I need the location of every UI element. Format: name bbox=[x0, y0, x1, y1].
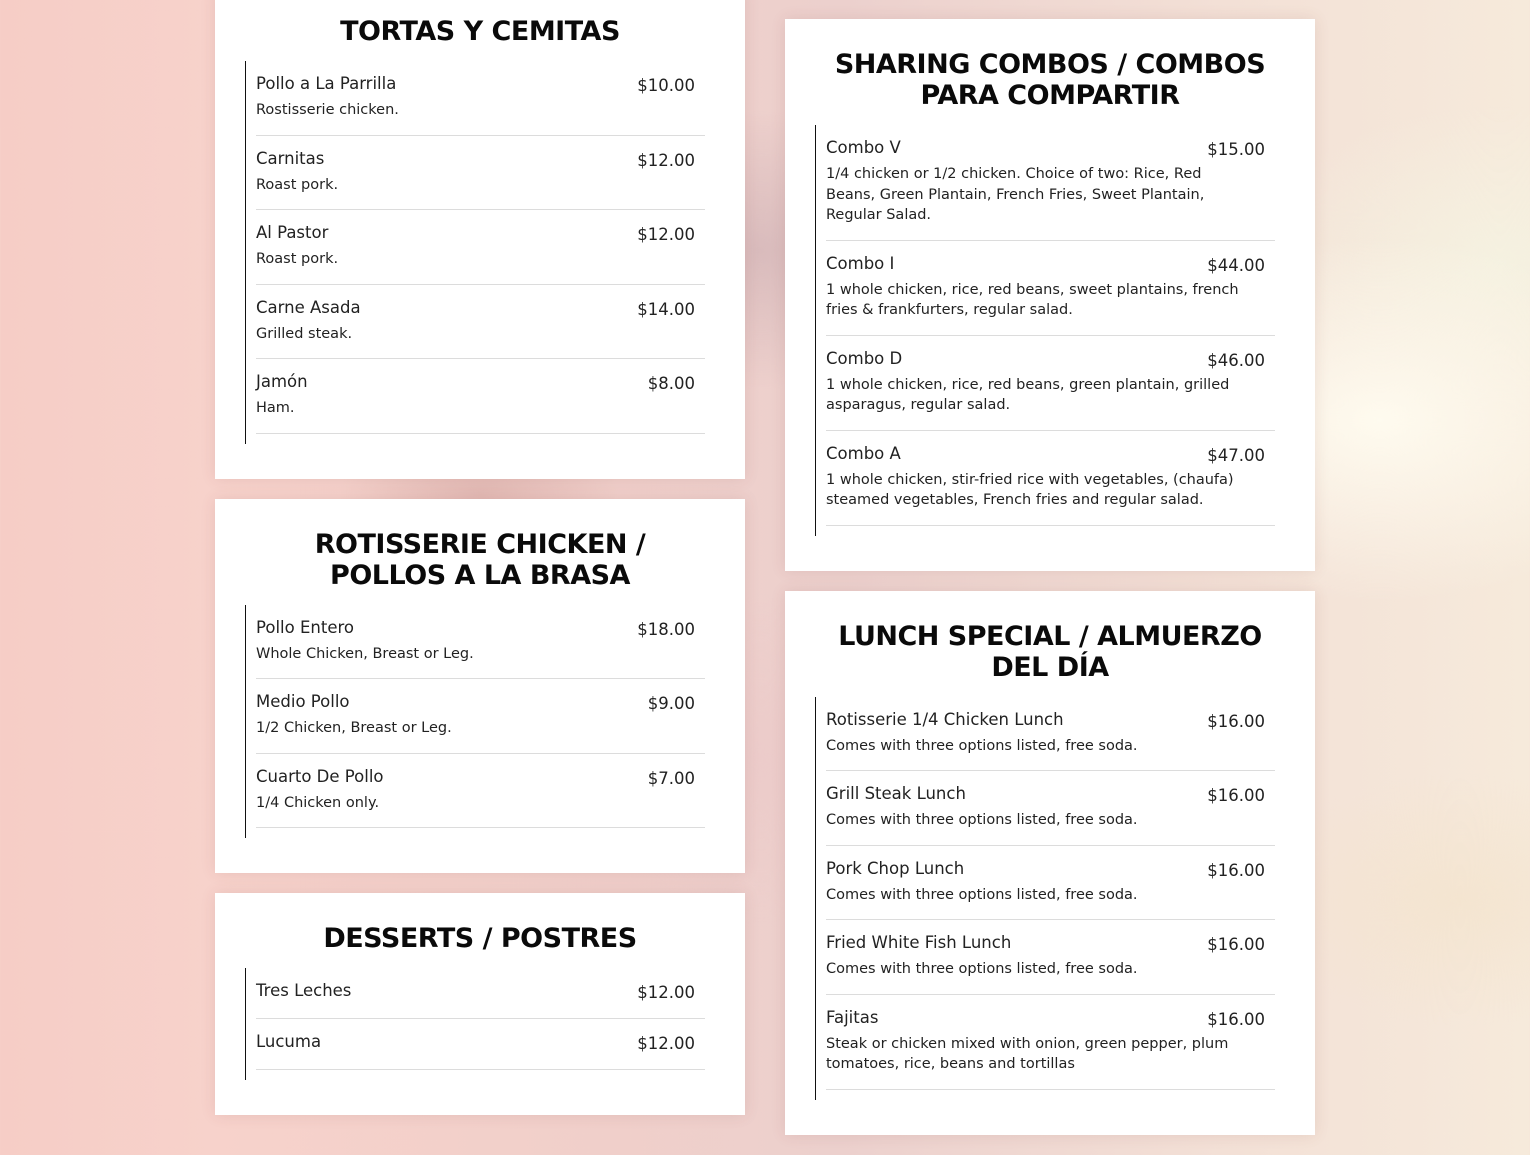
menu-item-price: $8.00 bbox=[647, 374, 695, 393]
menu-section-rotisserie-chicken bbox=[215, 499, 745, 874]
menu-item bbox=[826, 995, 1275, 1090]
menu-item-price: $15.00 bbox=[1207, 140, 1265, 159]
menu-item-price: $47.00 bbox=[1207, 445, 1265, 465]
menu-item-description: Comes with three options listed, free soda. bbox=[826, 812, 1138, 828]
menu-item-name: Combo A bbox=[826, 443, 901, 463]
menu-item-price: $16.00 bbox=[1207, 711, 1265, 731]
menu-item-description: 1 whole chicken, rice, red beans, green plantain, grilled asparagus, regular salad. bbox=[826, 376, 1230, 413]
menu-item-name: Combo V bbox=[826, 138, 901, 157]
menu-item bbox=[826, 771, 1275, 846]
menu-item-name: Medio Pollo bbox=[256, 692, 350, 711]
menu-item-name: Combo D bbox=[826, 348, 903, 368]
menu-item-list bbox=[245, 968, 705, 1080]
menu-item-name: Jamón bbox=[256, 372, 308, 391]
menu-item bbox=[256, 285, 705, 360]
menu-section-desserts bbox=[215, 893, 745, 1115]
menu-item-price: $16.00 bbox=[1207, 860, 1265, 880]
menu-item bbox=[826, 707, 1275, 772]
menu-item bbox=[826, 336, 1275, 431]
menu-item bbox=[256, 1019, 705, 1070]
menu-item-list bbox=[245, 605, 705, 839]
menu-item-description: 1/4 Chicken only. bbox=[256, 794, 380, 811]
menu-item-description: Rostisserie chicken. bbox=[256, 102, 399, 118]
menu-item-name: Lucuma bbox=[256, 1032, 322, 1051]
section-title: ROTISSERIE CHICKEN / POLLOS A LA BRASA bbox=[314, 528, 646, 591]
menu-item-description: Comes with three options listed, free soda. bbox=[826, 961, 1138, 977]
menu-section-lunch-special bbox=[785, 591, 1315, 1135]
menu-item-description: Roast pork. bbox=[256, 176, 339, 193]
section-title: TORTAS Y CEMITAS bbox=[340, 16, 620, 47]
menu-item-price: $12.00 bbox=[637, 225, 695, 244]
section-title: DESSERTS / POSTRES bbox=[323, 923, 637, 954]
menu-item-price: $14.00 bbox=[637, 299, 695, 319]
menu-item-description: 1 whole chicken, stir-fried rice with vegetables, (chaufa) steamed vegetables, French fries and regular salad. bbox=[826, 471, 1234, 508]
menu-item-description: Grilled steak. bbox=[256, 325, 353, 342]
menu-item-name: Grill Steak Lunch bbox=[826, 784, 966, 803]
menu-item-price: $46.00 bbox=[1207, 350, 1265, 370]
menu-item-description: Ham. bbox=[256, 400, 295, 416]
menu-item-price: $44.00 bbox=[1207, 255, 1265, 275]
menu-item bbox=[826, 241, 1275, 336]
menu-item-description: 1/2 Chicken, Breast or Leg. bbox=[256, 720, 452, 736]
menu-item-price: $10.00 bbox=[637, 76, 695, 95]
menu-item-name: Carnitas bbox=[256, 148, 325, 168]
menu-item bbox=[826, 920, 1275, 995]
menu-item-name: Cuarto De Pollo bbox=[256, 766, 384, 786]
menu-item-name: Rotisserie 1/4 Chicken Lunch bbox=[826, 709, 1064, 729]
menu-item-name: Fried White Fish Lunch bbox=[826, 933, 1012, 952]
section-title: SHARING COMBOS / COMBOS PARA COMPARTIR bbox=[834, 49, 1266, 111]
menu-item-description: Whole Chicken, Breast or Leg. bbox=[256, 645, 474, 662]
menu-item-name: Tres Leches bbox=[256, 981, 352, 1000]
menu-item-description: Roast pork. bbox=[256, 251, 339, 267]
menu-item bbox=[256, 978, 705, 1019]
menu-section-tortas bbox=[215, 0, 745, 479]
menu-item-description: Comes with three options listed, free soda. bbox=[826, 737, 1138, 754]
menu-item-price: $16.00 bbox=[1207, 935, 1265, 954]
menu-item bbox=[256, 359, 705, 434]
menu-item-description: Steak or chicken mixed with onion, green pepper, plum tomatoes, rice, beans and tortillas bbox=[826, 1035, 1229, 1072]
menu-item-description: 1/4 chicken or 1/2 chicken. Choice of two: Rice, Red Beans, Green Plantain, French Fries, Sweet Plantain, Regular Salad. bbox=[826, 166, 1205, 223]
menu-item-description: Comes with three options listed, free soda. bbox=[826, 886, 1138, 903]
menu-item-price: $16.00 bbox=[1207, 786, 1265, 805]
menu-item-name: Pollo a La Parrilla bbox=[256, 74, 397, 93]
menu-item-name: Pork Chop Lunch bbox=[826, 858, 965, 878]
menu-item bbox=[256, 615, 705, 680]
menu-item-list bbox=[815, 125, 1275, 536]
menu-column-left bbox=[215, 0, 745, 1135]
menu-item bbox=[826, 846, 1275, 921]
menu-item bbox=[256, 679, 705, 754]
menu-item-name: Pollo Entero bbox=[256, 617, 354, 637]
menu-section-sharing-combos bbox=[785, 19, 1315, 571]
menu-item-price: $7.00 bbox=[647, 768, 695, 788]
menu-item-name: Al Pastor bbox=[256, 223, 329, 242]
menu-item-name: Combo I bbox=[826, 253, 895, 273]
menu-item bbox=[256, 210, 705, 285]
menu-item-price: $18.00 bbox=[637, 619, 695, 639]
menu-item-price: $12.00 bbox=[637, 150, 695, 170]
menu-item-list bbox=[815, 697, 1275, 1100]
menu-item-price: $9.00 bbox=[647, 694, 695, 713]
menu-item bbox=[256, 71, 705, 136]
menu-item bbox=[826, 431, 1275, 526]
menu-item bbox=[256, 136, 705, 211]
menu-item-price: $12.00 bbox=[637, 983, 695, 1002]
menu-item-description: 1 whole chicken, rice, red beans, sweet plantains, french fries & frankfurters, regular salad. bbox=[826, 281, 1239, 318]
section-title: LUNCH SPECIAL / ALMUERZO DEL DÍA bbox=[838, 620, 1262, 683]
menu-column-right bbox=[785, 19, 1315, 1155]
menu-item-name: Fajitas bbox=[826, 1007, 879, 1027]
menu-item bbox=[826, 135, 1275, 241]
menu-item-price: $16.00 bbox=[1207, 1009, 1265, 1029]
menu-item-price: $12.00 bbox=[637, 1034, 695, 1053]
menu-item-list bbox=[245, 61, 705, 444]
menu-item bbox=[256, 754, 705, 829]
menu-item-name: Carne Asada bbox=[256, 297, 361, 317]
